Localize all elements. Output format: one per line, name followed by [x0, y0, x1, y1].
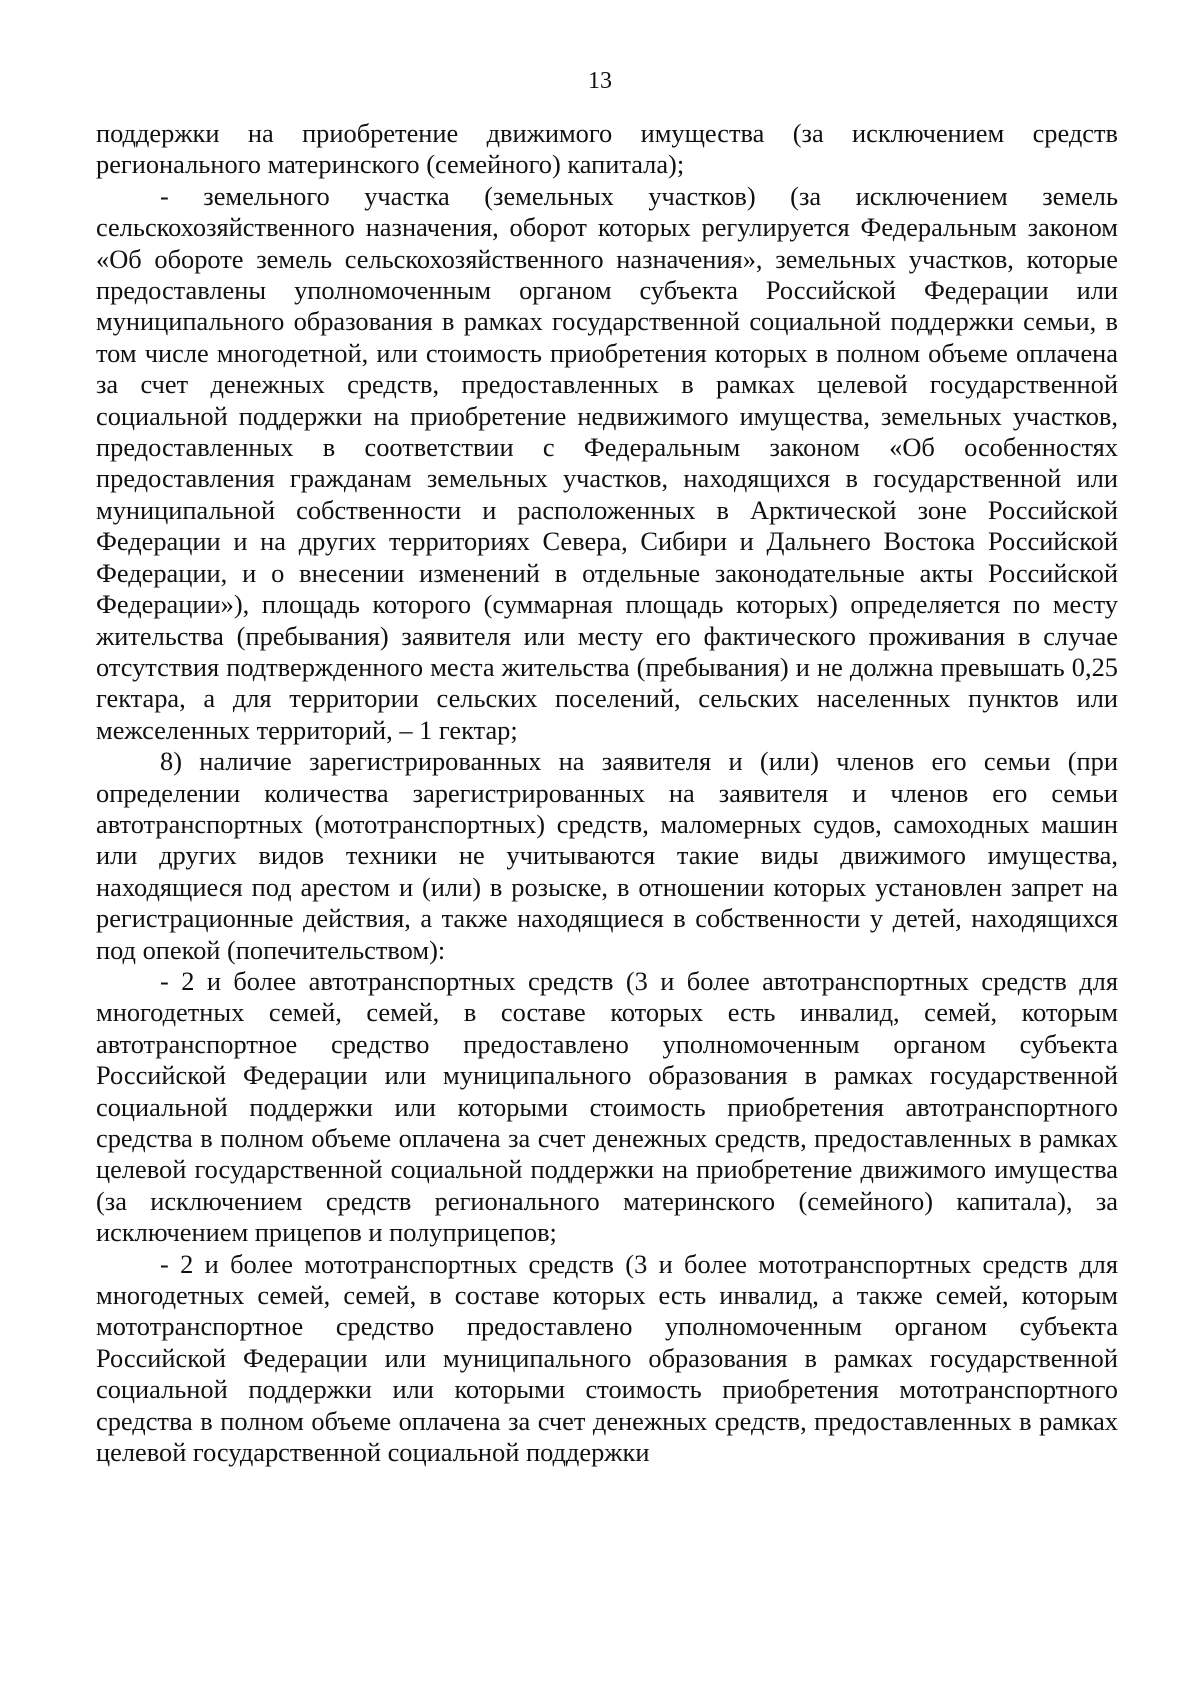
- paragraph-land-plot: - земельного участка (земельных участков) (за исключением земель сельскохозяйственного назначения, оборот которых регулируется Федеральным законом «Об обороте земель сельскохозяйственного назначения», земельных участков, которые предоставлены уполномоченным органом субъекта Российской Федерации или муниципального образования в рамках государственной социальной поддержки семьи, в том числе многодетной, или стоимость приобретения которых в полном объеме оплачена за счет денежных средств, предоставленных в рамках целевой государственной социальной поддержки на приобретение недвижимого имущества, земельных участков, предоставленных в соответствии с Федеральным законом «Об особенностях предоставления гражданам земельных участков, находящихся в государственной или муниципальной собственности и расположенных в Арктической зоне Российской Федерации и на других территориях Севера, Сибири и Дальнего Востока Российской Федерации, и о внесении изменений в отдельные законодательные акты Российской Федерации»), площадь которого (суммарная площадь которых) определяется по месту жительства (пребывания) заявителя или месту его фактического проживания в случае отсутствия подтвержденного места жительства (пребывания) и не должна превышать 0,25 гектара, а для территории сельских поселений, сельских населенных пунктов или межселенных территорий, – 1 гектар;: [96, 180, 1118, 745]
- paragraph-motorcycles: - 2 и более мототранспортных средств (3 и более мототранспортных средств для многодетных семей, семей, в составе которых есть инвалид, а также семей, которым мототранспортное средство предоставлено уполномоченным органом субъекта Российской Федерации или муниципального образования в рамках государственной социальной поддержки или которыми стоимость приобретения мототранспортного средства в полном объеме оплачена за счет денежных средств, предоставленных в рамках целевой государственной социальной поддержки: [96, 1248, 1118, 1468]
- document-body: [96, 118, 1118, 1468]
- page-number: 13: [588, 68, 612, 94]
- paragraph-continuation: поддержки на приобретение движимого имущества (за исключением средств регионального материнского (семейного) капитала);: [96, 118, 1118, 180]
- paragraph-item-8: 8) наличие зарегистрированных на заявителя и (или) членов его семьи (при определении количества зарегистрированных на заявителя и членов его семьи автотранспортных (мототранспортных) средств, маломерных судов, самоходных машин или других видов техники не учитываются такие виды движимого имущества, находящиеся под арестом и (или) в розыске, в отношении которых установлен запрет на регистрационные действия, а также находящиеся в собственности у детей, находящихся под опекой (попечительством):: [96, 746, 1118, 965]
- paragraph-motor-vehicles: - 2 и более автотранспортных средств (3 и более автотранспортных средств для многодетных семей, семей, в составе которых есть инвалид, семей, которым автотранспортное средство предоставлено уполномоченным органом субъекта Российской Федерации или муниципального образования в рамках государственной социальной поддержки или которыми стоимость приобретения автотранспортного средства в полном объеме оплачена за счет денежных средств, предоставленных в рамках целевой государственной социальной поддержки на приобретение движимого имущества (за исключением средств регионального материнского (семейного) капитала), за исключением прицепов и полуприцепов;: [96, 965, 1118, 1248]
